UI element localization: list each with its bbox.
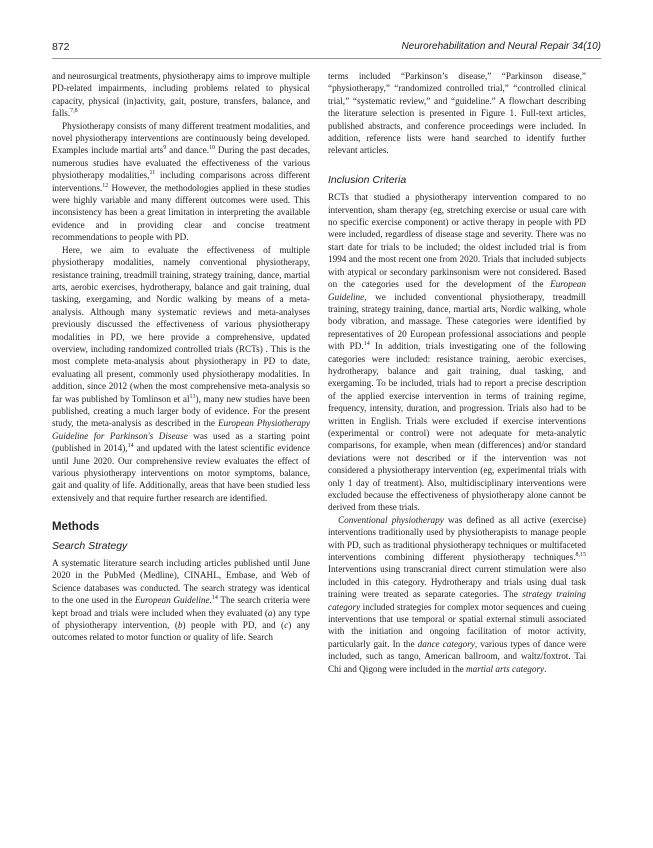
left-column [52,70,310,644]
page-number: 872 [52,41,70,53]
search-strategy-paragraph: A systematic literature search including articles published until June 2020 in the PubMed (Medline), CINAHL, Embase, and Web of Science databases was conducted. The search strategy was identical to the one used in the European Guideline.$^{14}$ The search criteria were kept broad and trials were included when they evaluated (a) any type of physiotherapy intervention, (b) people with PD, and (c) any outcomes related to motor function or quality of life. Search [52,558,311,643]
intro-paragraph-3: Here, we aim to evaluate the effectiveness of multiple physiotherapy modalities, namely conventional physiotherapy, resistance training, treadmill training, strategy training, dance, martial arts, aerobic exercises, hydrotherapy, balance and gait training, dual tasking, exergaming, and Nordic walking by means of a meta-analysis. Although many systematic reviews and meta-analyses previously discussed the effectiveness of various physiotherapy modalities in PD, we here provide a comprehensive, updated overview, including randomized controlled trials (RCTs) . This is the most complete meta-analysis about physiotherapy in PD to date, evaluating all present, commonly used physiotherapy modalities. In addition, since 2012 (when the most comprehensive meta-analysis so far was published by Tomlinson et $al^{13}$), many new studies have been published, creating a much larger body of evidence. For the present study, the meta-analysis as described in the European Physiotherapy Guideline for Parkinson's Disease was used as a starting point (published in 2014),$^{14}$ and updated with the latest scientific evidence until June 2020. Our comprehensive review evaluates the effect of various physiotherapy interventions on motor symptoms, balance, gait and quality of life. Additionally, areas that have been studied less extensively and that require further research are identified. [52,244,310,503]
running-head-journal: Neurorehabilitation and Neural Repair 34(10) [401,41,601,52]
intro-paragraph-1: and neurosurgical treatments, physiotherapy aims to improve multiple PD-related impairments, including problems related to physical capacity, physical (in)activity, gait, posture, transfers, balance, and falls.$^{7,8}$ [52,71,310,119]
header-rule [52,58,601,59]
right-column [328,70,586,675]
intro-paragraph-2: Physiotherapy consists of many different treatment modalities, and novel physiotherapy interventions are continuously being developed. Examples include martial arts$^9$ and dance.$^{10}$ During the past decades, numerous studies have evaluated the effectiveness of the various physiotherapy modalities,$^{11}$ including comparisons across different interventions.$^{12}$ However, the methodologies applied in these studies were highly variable and many different outcomes were used. This inconsistency has been a great limitation in interpreting the available evidence and in providing clear and concise treatment recommendations to people with PD. [52,120,310,243]
methods-heading: Methods [52,521,100,534]
search-strategy-heading: Search Strategy [52,539,128,552]
inclusion-paragraph-2: Conventional physiotherapy was defined as all active (exercise) interventions traditionally used by physiotherapists to manage people with PD, such as traditional physiotherapy techniques or multifaceted interventions combining different physiotherapy techniques.$^{8,15}$ Interventions using transcranial direct current stimulation were also included in this category. Hydrotherapy and trials using dual task training were treated as separate categories. The strategy training category included strategies for complex motor sequences and cueing interventions that use temporal or spatial external stimuli associated with the initiation and ongoing facilitation of motor activity, particularly gait. In the dance category, various types of dance were included, such as tango, American ballroom, and waltz/foxtrot. Tai Chi and Qigong were included in the martial arts category. [328,514,586,674]
search-terms-paragraph: terms included “Parkinson’s disease,” “Parkinson disease,” “physiotherapy,” “randomized controlled trial,” “controlled clinical trial,” “systematic review,” and “guideline.” A flowchart describing the literature selection is presented in Figure 1. Full-text articles, published abstracts, and conference proceedings were included. In addition, reference lists were hand searched to identify further relevant articles. [328,71,586,156]
inclusion-criteria-heading: Inclusion Criteria [328,173,407,186]
inclusion-paragraph-1: RCTs that studied a physiotherapy intervention compared to no intervention, sham therapy (eg, stretching exercise or usual care with no specific exercise component) or active therapy in people with PD were included, regardless of disease stage and severity. There was no start date for trials to be included; the oldest included trial is from 1994 and the most recent one from 2020. Trials that included subjects with atypical or secondary parkinsonism were not considered. Based on the categories used for the development of the European Guideline, we included conventional physiotherapy, treadmill training, strategy training, dance, martial arts, Nordic walking, whole body vibration, and massage. These categories were identified by representatives of 20 European professional associations and people with PD.$^{14}$ In addition, trials investigating one of the following categories were included: resistance training, aerobic exercises, hydrotherapy, balance and gait training, dual tasking, and exergaming. To be included, trials had to report a precise description of the applied exercise intervention in terms of training regime, frequency, intensity, duration, and progression. Trials also had to be written in English. Trials were excluded if exercise interventions (experimental or control) were not adequate for meta-analytic comparisons, for example, when mean (differences) and/or standard deviations were not described or if the intervention was not considered a physiotherapy intervention (eg, experimental trials with only 1 day of treatment). Also, multidisciplinary interventions were excluded because the effectiveness of physiotherapy alone cannot be derived from these trials. [328,192,586,513]
